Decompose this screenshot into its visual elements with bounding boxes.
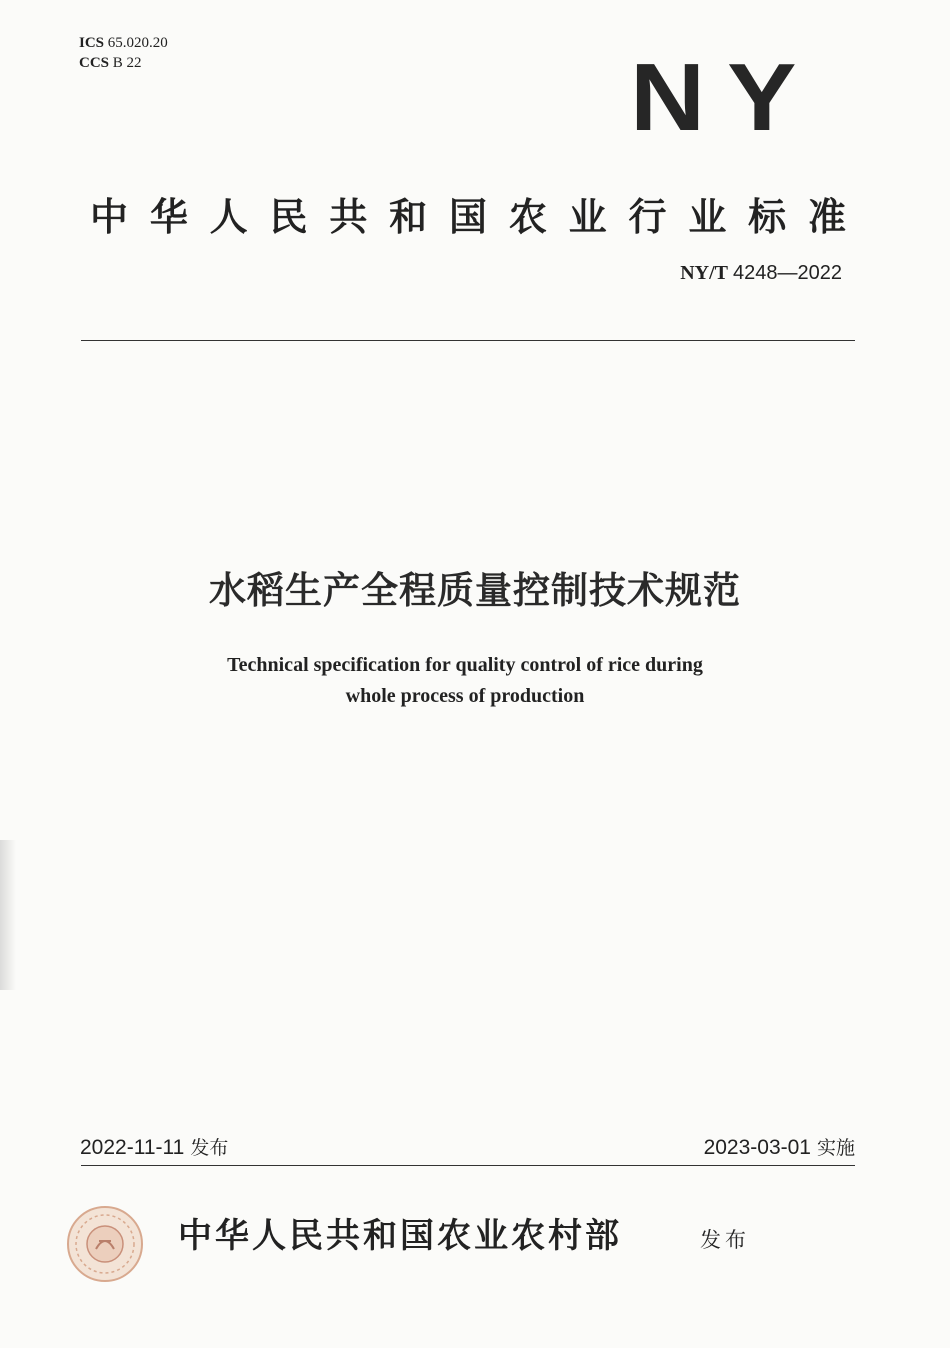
ccs-label: CCS <box>79 55 110 71</box>
standard-code-number: 4248—2022 <box>733 262 842 284</box>
effective-date: 2023-03-01 <box>703 1136 811 1159</box>
issue-date-word: 发布 <box>190 1137 229 1159</box>
top-divider <box>81 340 855 341</box>
scan-edge-shadow <box>0 840 16 990</box>
standard-category-title: 中华人民共和国农业行业标准 <box>90 195 850 239</box>
standard-number <box>680 262 842 285</box>
document-title-cn: 水稻生产全程质量控制技术规范 <box>209 569 741 612</box>
classification-block <box>79 33 168 73</box>
ics-line <box>79 33 168 53</box>
ny-logo: NY <box>630 44 819 152</box>
bottom-divider <box>81 1165 855 1166</box>
effective-date-word: 实施 <box>816 1137 855 1159</box>
ics-label: ICS <box>79 35 105 51</box>
issuing-word: 发布 <box>700 1228 750 1252</box>
document-title-en-line2: whole process of production <box>345 685 585 707</box>
ministry-seal-icon <box>66 1205 144 1283</box>
issue-date-block <box>80 1133 228 1160</box>
ics-value: 65.020.20 <box>107 35 168 51</box>
ccs-value: B 22 <box>112 55 142 71</box>
standard-code-prefix: NY/T <box>680 262 729 284</box>
issuing-authority: 中华人民共和国农业农村部 <box>178 1216 622 1256</box>
issue-date: 2022-11-11 <box>80 1136 185 1159</box>
ccs-line <box>79 53 168 73</box>
effective-date-block <box>704 1133 855 1160</box>
document-title-en-line1: Technical specification for quality control of rice during <box>227 654 703 676</box>
